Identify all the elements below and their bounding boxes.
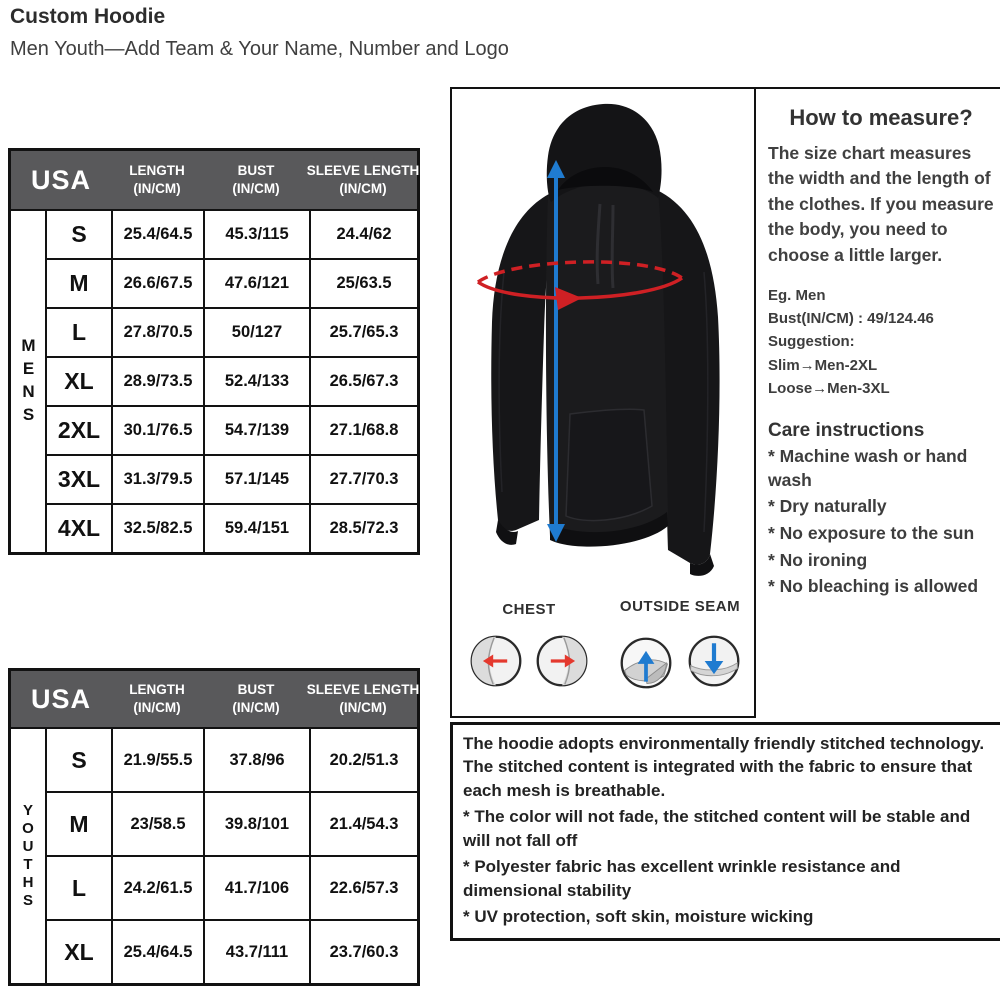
column-header-bust: BUST (IN/CM)	[203, 671, 309, 727]
table-cell: 27.7/70.3	[309, 454, 417, 503]
size-cell: L	[45, 855, 111, 919]
care-instructions-list	[768, 445, 994, 599]
size-cell: XL	[45, 356, 111, 405]
table-cell: 25/63.5	[309, 258, 417, 307]
table-cell: 28.5/72.3	[309, 503, 417, 552]
column-header-sleeve-length: SLEEVE LENGTH (IN/CM)	[309, 671, 417, 727]
description-line: The hoodie adopts environmentally friendly stitched technology. The stitched content is integrated with the fabric to ensure that each mesh is breathable.	[463, 734, 985, 800]
chest-arrow-left-icon	[468, 633, 524, 689]
page-subtitle: Men Youth—Add Team & Your Name, Number and Logo	[10, 38, 509, 60]
table-cell: 27.8/70.5	[111, 307, 203, 356]
description-line: * UV protection, soft skin, moisture wicking	[463, 907, 814, 927]
table-cell: 32.5/82.5	[111, 503, 203, 552]
table-cell: 25.4/64.5	[111, 209, 203, 258]
size-cell: 3XL	[45, 454, 111, 503]
size-cell: S	[45, 727, 111, 791]
how-to-measure-title: How to measure?	[789, 105, 973, 130]
table-cell: 21.9/55.5	[111, 727, 203, 791]
fabric-description-panel	[450, 722, 1000, 941]
column-header-length: LENGTH (IN/CM)	[111, 671, 203, 727]
size-cell: XL	[45, 919, 111, 983]
table-cell: 23/58.5	[111, 791, 203, 855]
mens-size-table	[8, 148, 420, 555]
table-cell: 22.6/57.3	[309, 855, 417, 919]
table-cell: 30.1/76.5	[111, 405, 203, 454]
how-to-measure-body: The size chart measures the width and the length of the clothes. If you measure the body, you need to choose a little larger.	[768, 143, 994, 265]
care-item: * Machine wash or hand wash	[768, 446, 968, 490]
table-cell: 31.3/79.5	[111, 454, 203, 503]
table-cell: 54.7/139	[203, 405, 309, 454]
care-item: * Dry naturally	[768, 496, 887, 517]
table-cell: 25.4/64.5	[111, 919, 203, 983]
outside-seam-label: OUTSIDE SEAM	[619, 598, 741, 615]
youths-group-label: YOUTHS	[11, 727, 45, 983]
table-cell: 27.1/68.8	[309, 405, 417, 454]
page-title: Custom Hoodie	[10, 5, 166, 28]
table-cell: 28.9/73.5	[111, 356, 203, 405]
table-cell: 47.6/121	[203, 258, 309, 307]
column-header-sleeve-length: SLEEVE LENGTH (IN/CM)	[309, 151, 417, 209]
column-header-usa: USA	[11, 151, 111, 209]
seam-arrow-down-icon	[686, 633, 742, 689]
column-header-length: LENGTH (IN/CM)	[111, 151, 203, 209]
size-cell: S	[45, 209, 111, 258]
column-header-bust: BUST (IN/CM)	[203, 151, 309, 209]
example-line: Eg. Men	[768, 286, 826, 304]
example-block	[768, 284, 994, 400]
table-cell: 41.7/106	[203, 855, 309, 919]
table-cell: 24.4/62	[309, 209, 417, 258]
table-cell: 23.7/60.3	[309, 919, 417, 983]
table-cell: 50/127	[203, 307, 309, 356]
table-cell: 45.3/115	[203, 209, 309, 258]
how-to-measure-panel	[756, 87, 1000, 720]
example-line: Suggestion:	[768, 333, 855, 351]
example-line: Loose→Men-3XL	[768, 379, 890, 397]
table-cell: 21.4/54.3	[309, 791, 417, 855]
description-line: * Polyester fabric has excellent wrinkle resistance and dimensional stability	[463, 857, 901, 900]
mens-group-label: MENS	[11, 209, 45, 552]
table-cell: 52.4/133	[203, 356, 309, 405]
table-cell: 43.7/111	[203, 919, 309, 983]
size-cell: 4XL	[45, 503, 111, 552]
size-cell: M	[45, 258, 111, 307]
care-item: * No bleaching is allowed	[768, 576, 979, 597]
table-cell: 26.6/67.5	[111, 258, 203, 307]
table-cell: 26.5/67.3	[309, 356, 417, 405]
table-cell: 59.4/151	[203, 503, 309, 552]
size-cell: L	[45, 307, 111, 356]
description-line: * The color will not fade, the stitched content will be stable and will not fall off	[463, 807, 971, 850]
table-cell: 25.7/65.3	[309, 307, 417, 356]
column-header-usa: USA	[11, 671, 111, 727]
hoodie-measure-panel	[450, 87, 756, 718]
size-cell: M	[45, 791, 111, 855]
table-cell: 24.2/61.5	[111, 855, 203, 919]
care-item: * No exposure to the sun	[768, 523, 975, 543]
table-cell: 57.1/145	[203, 454, 309, 503]
chest-label: CHEST	[502, 601, 556, 618]
table-cell: 20.2/51.3	[309, 727, 417, 791]
example-line: Bust(IN/CM) : 49/124.46	[768, 310, 934, 328]
seam-arrow-up-icon	[618, 635, 674, 691]
hoodie-product-image	[452, 92, 753, 592]
chest-arrow-right-icon	[534, 633, 590, 689]
care-instructions-title: Care instructions	[768, 420, 925, 442]
table-cell: 39.8/101	[203, 791, 309, 855]
example-line: Slim→Men-2XL	[768, 356, 878, 374]
care-item: * No ironing	[768, 549, 868, 570]
size-cell: 2XL	[45, 405, 111, 454]
table-cell: 37.8/96	[203, 727, 309, 791]
youths-size-table	[8, 668, 420, 986]
